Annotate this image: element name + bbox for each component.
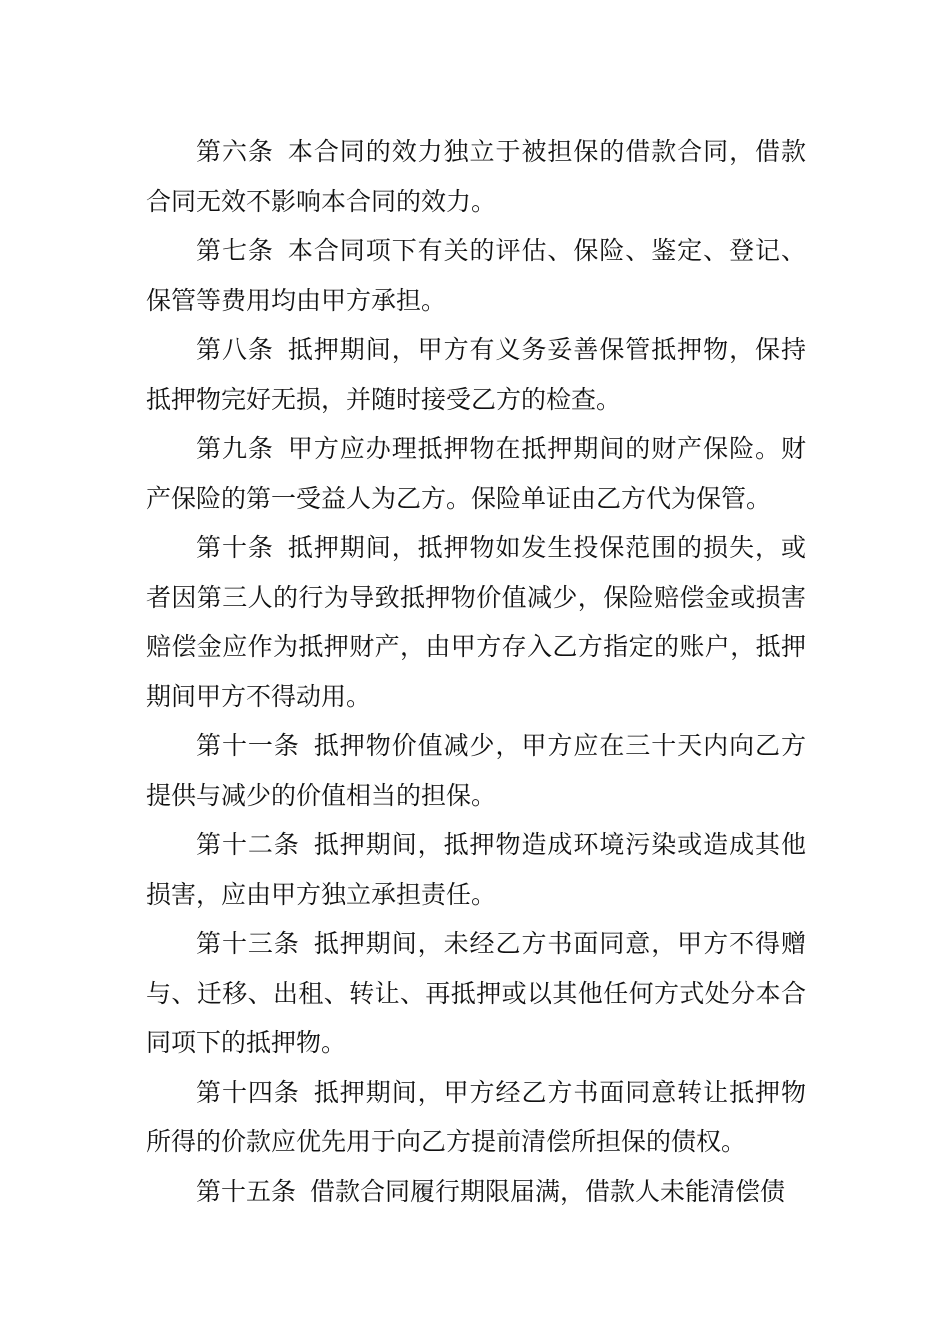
article-number: 第十条 [196,533,274,562]
article-text: 本合同的效力独立于被担保的借款合同，借款合同无效不影响本合同的效力。 [146,137,806,216]
article-7 [146,226,806,325]
article-text: 抵押期间，甲方有义务妥善保管抵押物，保持抵押物完好无损，并随时接受乙方的检查。 [146,335,806,414]
article-number: 第九条 [196,434,274,463]
article-8 [146,325,806,424]
article-text: 甲方应办理抵押物在抵押期间的财产保险。财产保险的第一受益人为乙方。保险单证由乙方代为保管。 [146,434,806,513]
article-text: 抵押期间，抵押物如发生投保范围的损失，或者因第三人的行为导致抵押物价值减少，保险赔偿金或损害赔偿金应作为抵押财产，由甲方存入乙方指定的账户，抵押期间甲方不得动用。 [146,533,806,711]
article-text: 本合同项下有关的评估、保险、鉴定、登记、保管等费用均由甲方承担。 [146,236,806,315]
article-text: 抵押期间，甲方经乙方书面同意转让抵押物所得的价款应优先用于向乙方提前清偿所担保的债权。 [146,1077,806,1156]
article-text: 借款合同履行期限届满，借款人未能清偿债 [310,1176,786,1206]
article-text: 抵押物价值减少，甲方应在三十天内向乙方提供与减少的价值相当的担保。 [146,731,806,810]
article-number: 第十四条 [196,1077,300,1107]
article-number: 第八条 [196,335,274,364]
article-14 [146,1068,806,1167]
article-text: 抵押期间，抵押物造成环境污染或造成其他损害，应由甲方独立承担责任。 [146,830,806,909]
article-13 [146,919,806,1068]
article-number: 第六条 [196,137,274,166]
article-15 [146,1167,806,1217]
article-number: 第十一条 [196,731,300,760]
article-9 [146,424,806,523]
article-text: 抵押期间，未经乙方书面同意，甲方不得赠与、迁移、出租、转让、再抵押或以其他任何方式处分本合同项下的抵押物。 [146,929,806,1057]
article-number: 第十三条 [196,929,300,958]
document-page [146,127,806,1216]
article-11 [146,721,806,820]
article-12 [146,820,806,919]
article-6 [146,127,806,226]
article-number: 第十五条 [196,1176,297,1206]
article-10 [146,523,806,721]
article-number: 第十二条 [196,830,300,859]
article-number: 第七条 [196,236,274,265]
